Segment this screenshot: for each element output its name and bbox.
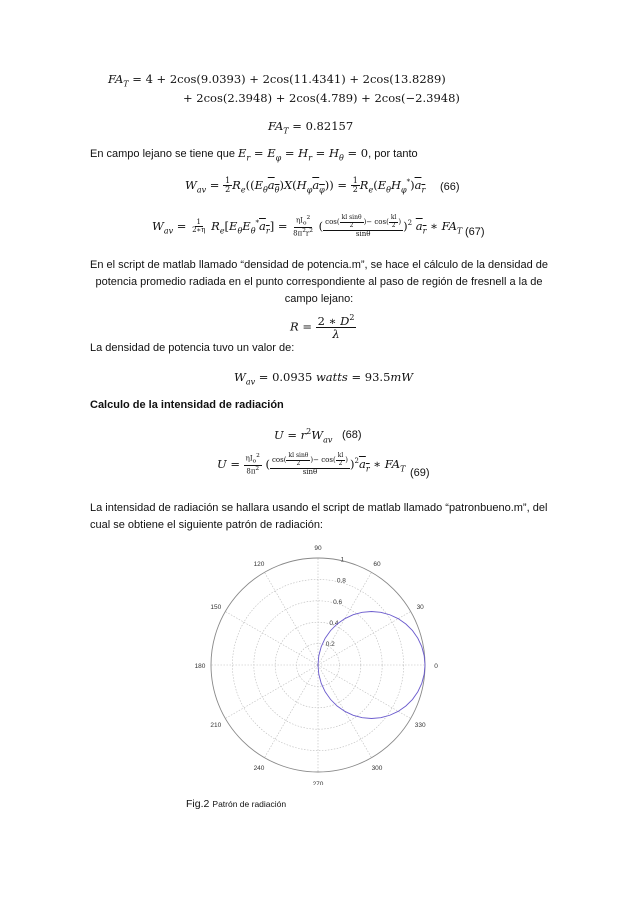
eq-number-67: (67): [465, 226, 485, 238]
angle-spoke: [265, 572, 319, 665]
script-paragraph-line2: potencia promedio radiada en el punto correspondiente al paso de región de fresnell a la de: [95, 276, 543, 288]
angle-tick-label: 0: [434, 663, 438, 670]
eq-number-66: (66): [440, 181, 460, 193]
caption-fig-label: Fig.2: [186, 798, 210, 810]
u-equation-68: $U = r^2W_{av}$: [274, 427, 333, 445]
angle-tick-label: 330: [414, 722, 426, 729]
script-paragraph-line1: En el script de matlab llamado “densidad de potencia.m”, se hace el cálculo de la densidad de: [90, 259, 548, 271]
script-paragraph-line3: campo lejano:: [284, 293, 354, 305]
intensidad-line2: cual se obtiene el siguiente patrón de radiación:: [90, 519, 323, 531]
angle-tick-label: 90: [314, 545, 322, 552]
radial-tick-label: 1: [340, 556, 345, 564]
angle-spoke: [318, 665, 411, 719]
caption-text: Patrón de radiación: [212, 799, 287, 809]
radial-tick-label: 0.6: [333, 598, 343, 606]
angle-spoke: [225, 612, 318, 666]
figure-caption: [186, 798, 286, 810]
intensidad-line1: La intensidad de radiación se hallara usando el script de matlab llamado “patronbueno.m”, del: [90, 502, 548, 514]
angle-tick-label: 60: [373, 560, 381, 568]
polar-labels: [195, 545, 439, 785]
fat-equation-line1: $FA_T = 4 + 2\cos(9.0393) + 2\cos(11.4341) + 2\cos(13.8289)$: [108, 72, 446, 89]
eq-number-68: (68): [342, 429, 362, 441]
eq-number-69: (69): [410, 467, 430, 479]
campo-lejano-suffix: , por tanto: [368, 148, 418, 160]
wav-value-equation: $W_{av} = 0.0935$ watts = 93.5mW: [234, 370, 414, 387]
campo-lejano-sentence: En campo lejano se tiene que $E_r = E_\varphi = H_r = H_\theta = 0$, por tanto: [90, 146, 418, 163]
angle-tick-label: 240: [253, 765, 265, 773]
angle-tick-label: 180: [194, 663, 206, 670]
campo-lejano-prefix: En campo lejano se tiene que: [90, 148, 238, 160]
angle-tick-label: 120: [253, 560, 265, 568]
angle-spoke: [225, 665, 318, 719]
polar-radiation-chart: [168, 545, 468, 785]
r-formula: R = $\frac{2 ∗ D^2}{\lambda}$: [290, 313, 355, 342]
wav-equation-67: $W_{av}$ = $\frac{1}{2∗\eta}$ $R_e[E_\theta E_\theta^*a_r]$ = $\frac{\eta I_o^2}{8\pi^2r^2}$ ( cos( $\frac{\text{kl sinθ}}{2}$ )− cos( $\frac{kl}{2}$ ) sinθ )$^2$ $a_r$ ∗ $FA_T$: [152, 214, 463, 238]
radial-tick-label: 0.2: [325, 640, 335, 648]
angle-tick-label: 210: [210, 722, 222, 729]
angle-tick-label: 30: [416, 604, 424, 611]
radial-tick-label: 0.8: [336, 577, 346, 585]
wav-equation-66: $W_{av}$ = $\frac{1}{2}$ $R_e((E_\theta a_\theta)X(H_\varphi a_\varphi))$ = $\frac{1}{2}$ $R_e(E_\theta H_\varphi^*)a_r$: [185, 175, 426, 195]
calculo-heading: Calculo de la intensidad de radiación: [90, 399, 284, 411]
angle-tick-label: 150: [210, 604, 222, 611]
densidad-label: La densidad de potencia tuvo un valor de:: [90, 342, 295, 354]
angle-tick-label: 300: [371, 765, 383, 773]
angle-spoke: [265, 665, 319, 758]
angle-tick-label: 270: [312, 781, 324, 785]
fat-value-equation: $FA_T = 0.82157$: [268, 119, 354, 136]
fat-equation-line2: + 2cos(2.3948) + 2cos(4.789) + 2cos(−2.3948): [183, 91, 460, 105]
radial-tick-label: 0.4: [329, 619, 339, 627]
u-equation-69: U = $\frac{\eta I_o^2}{8\pi^2}$ ( cos( $\frac{\text{kl sinθ}}{2}$ )− cos( $\frac{kl}{2}$ ) sinθ )$^2a_r$ ∗ $FA_T$: [217, 452, 406, 476]
